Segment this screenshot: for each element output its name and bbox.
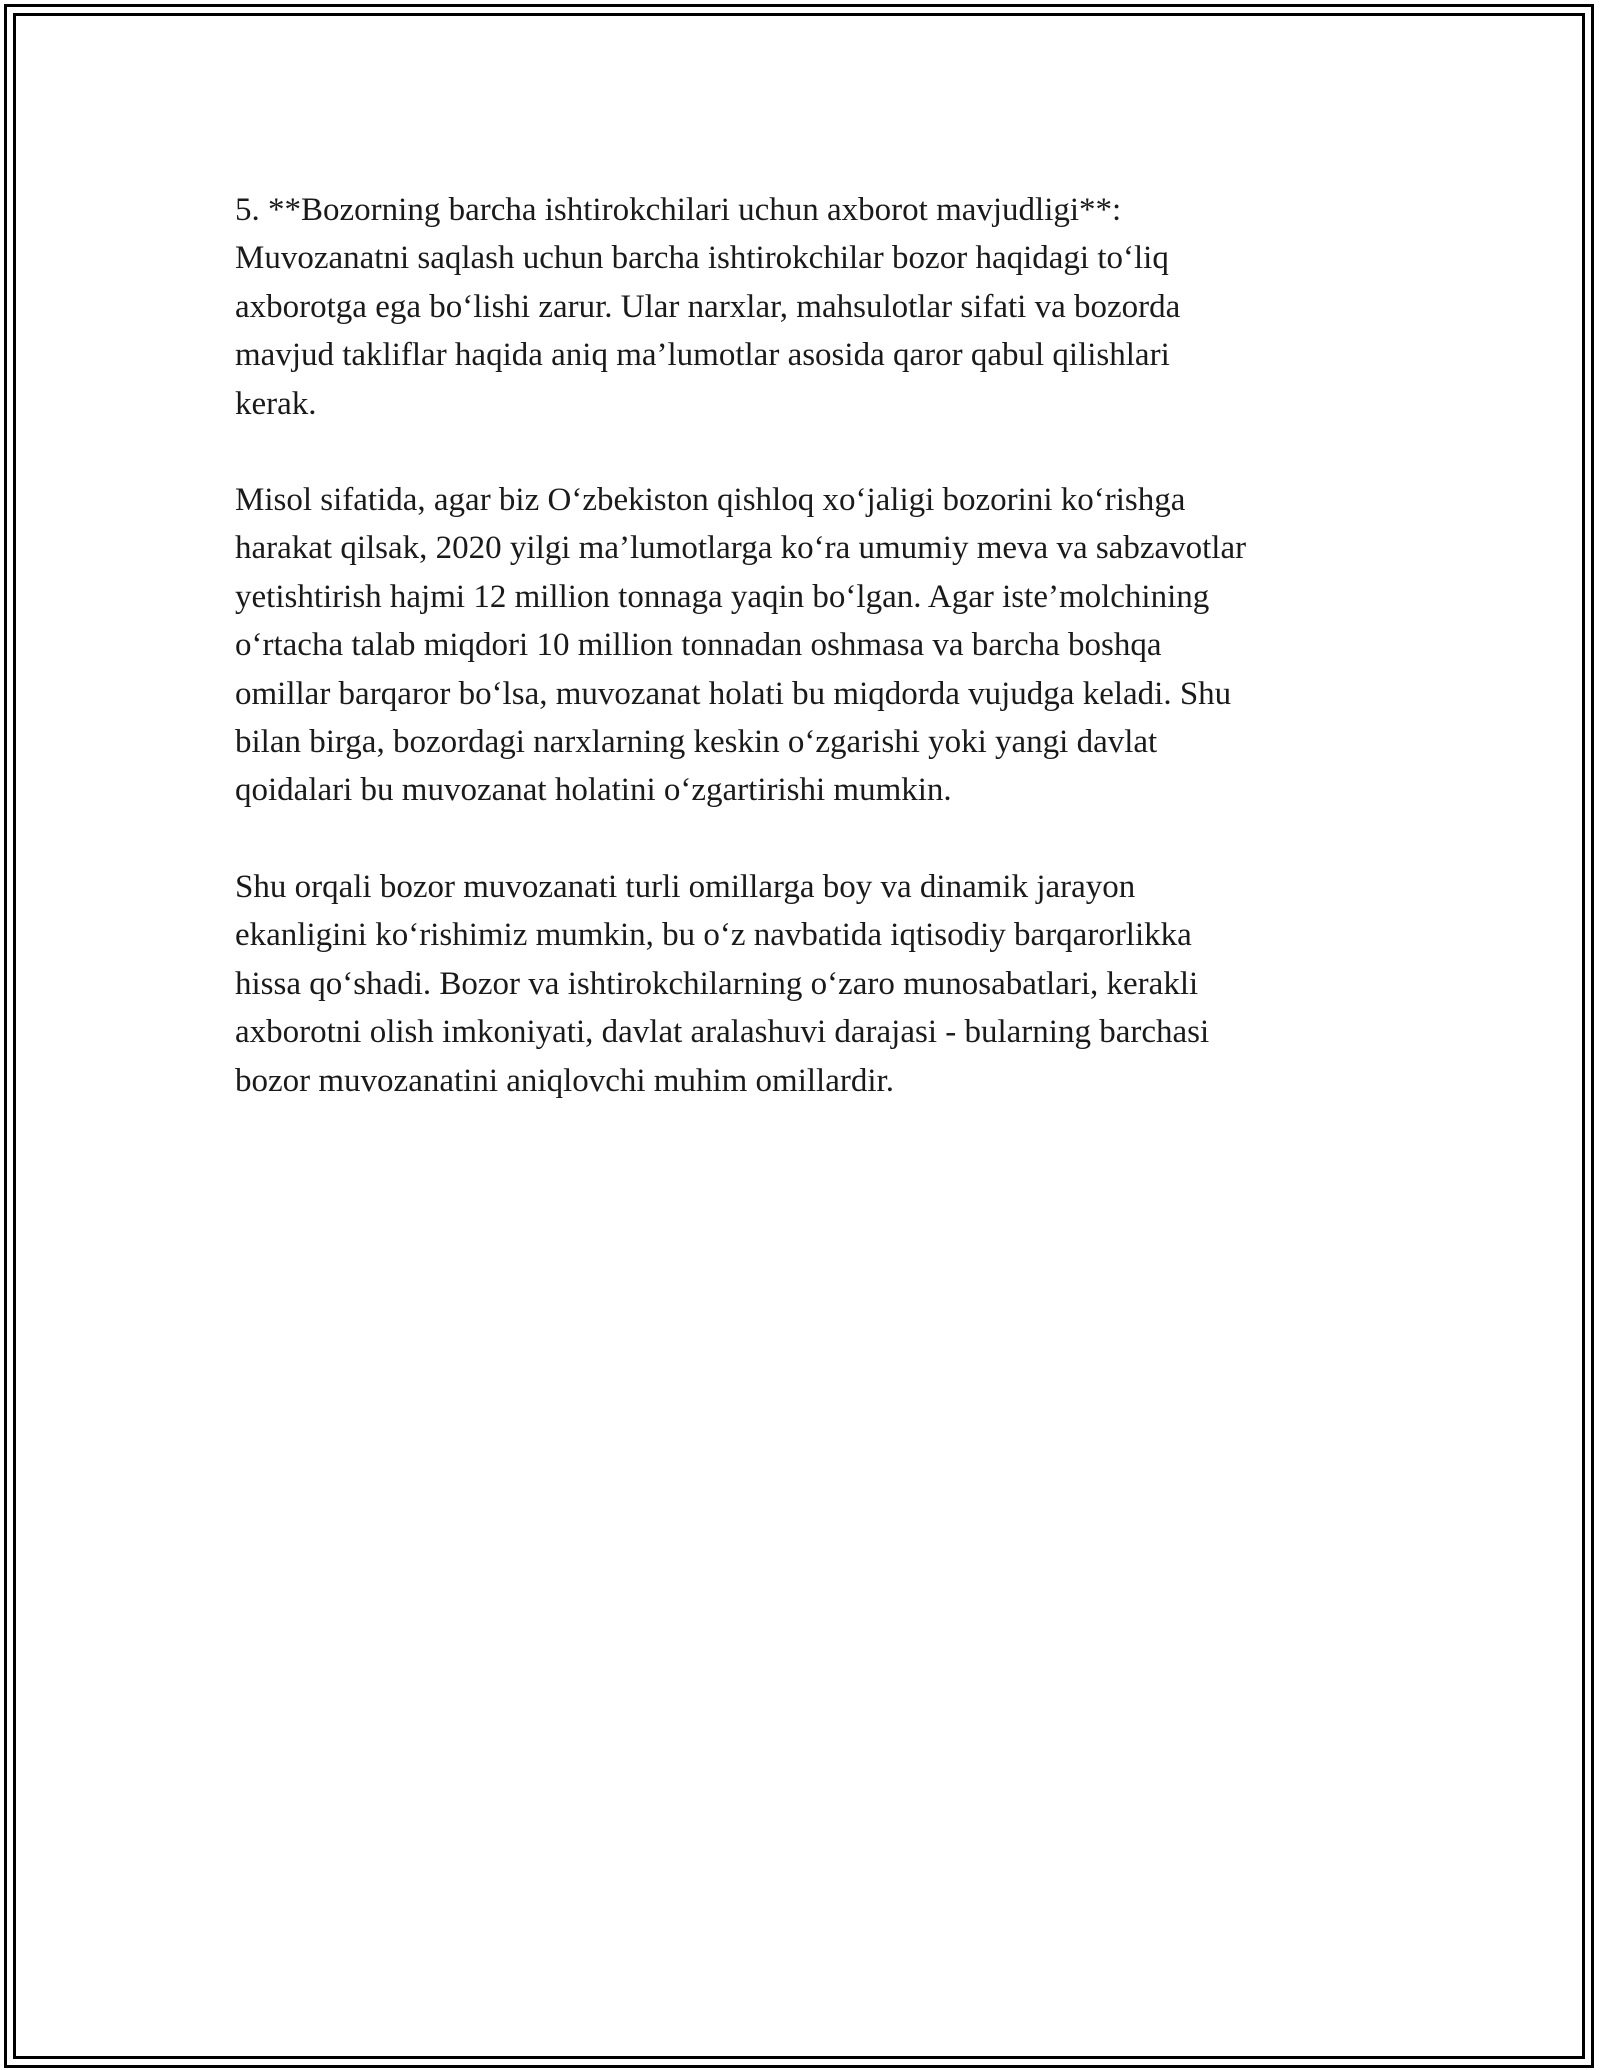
text-line: 5. **Bozorning barcha ishtirokchilari uchun axborot mavjudligi**: xyxy=(235,192,1122,228)
text-line: ekanligini ko‘rishimiz mumkin, bu o‘z navbatida iqtisodiy barqarorlikka xyxy=(235,917,1192,954)
text-line: Shu orqali bozor muvozanati turli omillarga boy va dinamik jarayon xyxy=(235,868,1136,905)
text-line: harakat qilsak, 2020 yilgi ma’lumotlarga ko‘ra umumiy meva va sabzavotlar xyxy=(235,530,1247,567)
paragraph-example xyxy=(235,476,1375,815)
text-line: omillar barqaror bo‘lsa, muvozanat holati bu miqdorda vujudga keladi. Shu xyxy=(235,675,1232,712)
text-line: mavjud takliflar haqida aniq ma’lumotlar asosida qaror qabul qilishlari xyxy=(235,337,1170,374)
text-line: axborotni olish imkoniyati, davlat aralashuvi darajasi - bularning barchasi xyxy=(235,1014,1210,1051)
paragraph-conclusion xyxy=(235,863,1375,1105)
text-line: o‘rtacha talab miqdori 10 million tonnadan oshmasa va barcha boshqa xyxy=(235,627,1162,664)
text-line: qoidalari bu muvozanat holatini o‘zgartirishi mumkin. xyxy=(235,772,952,809)
text-line: hissa qo‘shadi. Bozor va ishtirokchilarning o‘zaro munosabatlari, kerakli xyxy=(235,965,1199,1002)
text-line: Misol sifatida, agar biz O‘zbekiston qishloq xo‘jaligi bozorini ko‘rishga xyxy=(235,482,1186,519)
text-line: bozor muvozanatini aniqlovchi muhim omillardir. xyxy=(235,1062,894,1099)
text-line: axborotga ega bo‘lishi zarur. Ular narxlar, mahsulotlar sifati va bozorda xyxy=(235,288,1181,325)
text-line: bilan birga, bozordagi narxlarning keskin o‘zgarishi yoki yangi davlat xyxy=(235,724,1158,761)
document-body xyxy=(235,186,1375,1105)
paragraph-information-availability xyxy=(235,186,1375,428)
text-line: Muvozanatni saqlash uchun barcha ishtirokchilar bozor haqidagi to‘liq xyxy=(235,240,1169,277)
text-line: yetishtirish hajmi 12 million tonnaga yaqin bo‘lgan. Agar iste’molchining xyxy=(235,578,1210,615)
text-line: kerak. xyxy=(235,385,317,422)
